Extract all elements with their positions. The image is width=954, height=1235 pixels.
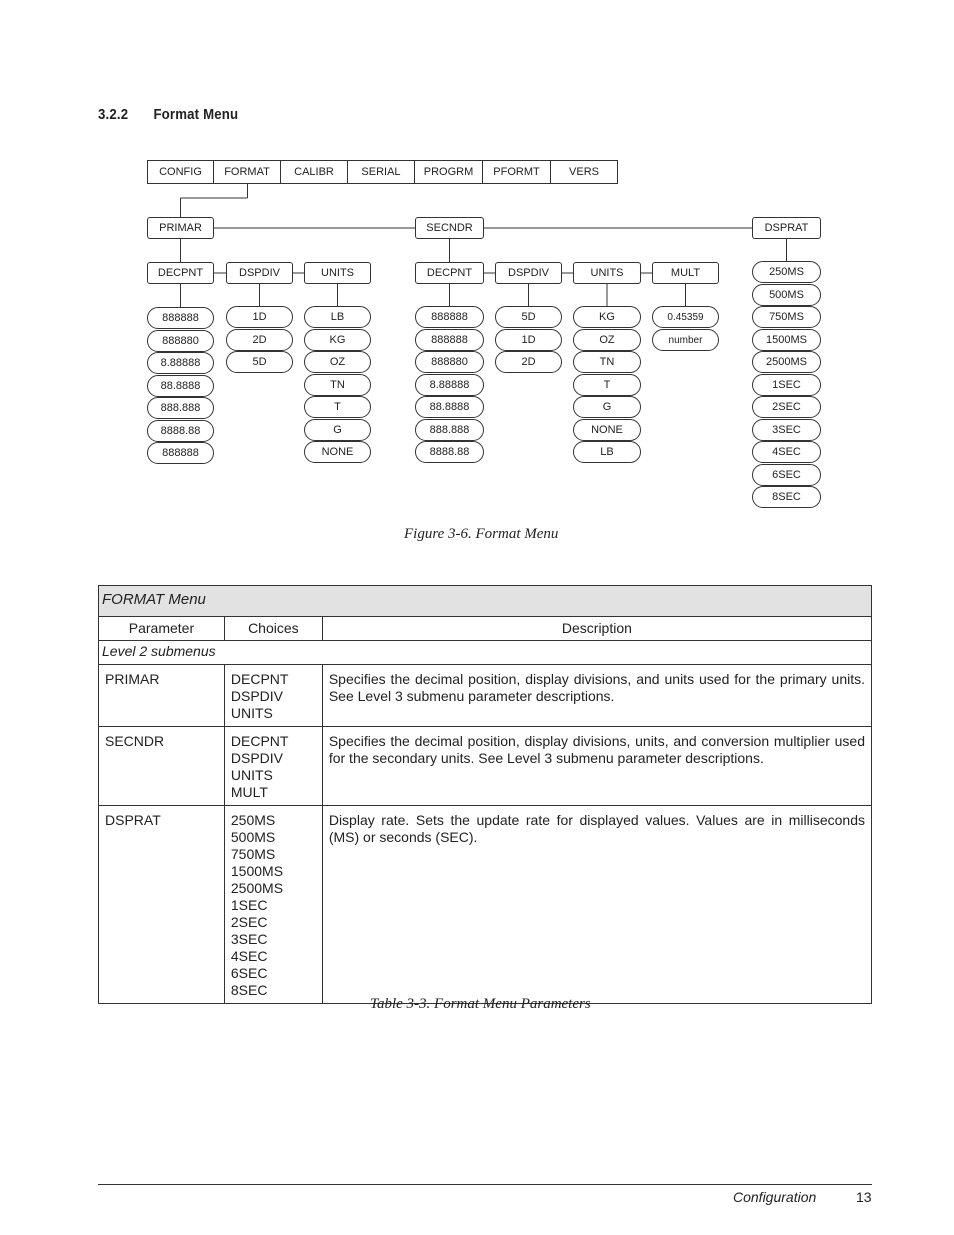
format-menu-diagram [0, 150, 954, 520]
node-secndr-mult-label: MULT [670, 267, 701, 279]
primar-decpnt-option-label: 888888 [162, 312, 199, 324]
primar-units-option-label: LB [330, 311, 345, 323]
secndr-units-option-label: LB [600, 446, 614, 458]
primar-dspdiv-option [226, 351, 293, 373]
choice-item: 2SEC [230, 914, 268, 930]
description-cell: Specifies the decimal position, display divisions, and units used for the primary units. See Level 3 submenu parameter descriptions. [322, 665, 871, 727]
dsprat-option-label: 1SEC [772, 379, 801, 391]
primar-dspdiv-option [226, 306, 293, 328]
primar-decpnt-option [147, 420, 214, 442]
secndr-decpnt-option [415, 419, 484, 441]
primar-dspdiv-option-label: 2D [252, 334, 267, 346]
node-primar-decpnt-label: DECPNT [157, 267, 204, 279]
secndr-decpnt-option [415, 374, 484, 396]
primar-decpnt-option [147, 352, 214, 374]
node-dsprat-label: DSPRAT [764, 222, 809, 234]
node-primar [147, 217, 214, 239]
dsprat-option [752, 441, 821, 463]
node-secndr-decpnt [415, 262, 484, 284]
secndr-units-option-label: KG [599, 311, 615, 323]
primar-units-option [304, 351, 371, 373]
dsprat-option [752, 261, 821, 283]
secndr-dspdiv-option-label: 2D [521, 356, 536, 368]
parameter-cell: PRIMAR [99, 665, 225, 727]
section-number: 3.2.2 [98, 106, 129, 123]
column-header-description: Description [322, 617, 871, 641]
page-number: 13 [856, 1189, 872, 1205]
table-row [99, 806, 872, 1004]
menu-tab-config-label: CONFIG [159, 166, 202, 178]
secndr-decpnt-option [415, 306, 484, 328]
secndr-dspdiv-option-label: 1D [521, 334, 536, 346]
secndr-decpnt-option-label: 888888 [431, 311, 468, 323]
table-row [99, 727, 872, 806]
primar-decpnt-option-label: 88.8888 [160, 380, 201, 392]
menu-tab-pformt-label: PFORMT [493, 166, 540, 178]
primar-units-option [304, 396, 371, 418]
choice-item: 8SEC [230, 982, 268, 998]
choice-item: DECPNT [230, 733, 289, 749]
section-heading [98, 106, 238, 123]
dsprat-option [752, 486, 821, 508]
menu-tab-pformt [482, 160, 551, 184]
secndr-decpnt-option-label: 888.888 [429, 424, 470, 436]
primar-decpnt-option-label: 888.888 [160, 402, 201, 414]
secndr-units-option-label: NONE [591, 424, 623, 436]
secndr-decpnt-option-label: 888880 [431, 356, 468, 368]
choice-item: DSPDIV [230, 688, 284, 704]
menu-tab-calibr-label: CALIBR [294, 166, 334, 178]
dsprat-option [752, 329, 821, 351]
node-secndr-dspdiv-label: DSPDIV [508, 267, 549, 279]
dsprat-option [752, 374, 821, 396]
menu-tab-config [147, 160, 214, 184]
secndr-units-option [573, 441, 641, 463]
menu-tab-vers [550, 160, 618, 184]
menu-tab-progrm-label: PROGRM [423, 166, 474, 178]
dsprat-option [752, 419, 821, 441]
choice-item: UNITS [230, 705, 273, 721]
primar-decpnt-option [147, 375, 214, 397]
dsprat-option [752, 306, 821, 328]
menu-tab-format-label: FORMAT [224, 166, 270, 178]
secndr-units-option-label: T [603, 379, 611, 391]
dsprat-option [752, 351, 821, 373]
node-secndr-dspdiv [495, 262, 562, 284]
column-header-choices: Choices [224, 617, 322, 641]
node-primar-label: PRIMAR [159, 222, 202, 234]
node-secndr [415, 217, 484, 239]
secndr-decpnt-option-label: 88.8888 [429, 401, 470, 413]
dsprat-option-label: 8SEC [772, 491, 801, 503]
choice-item: 3SEC [230, 931, 268, 947]
choice-item: DECPNT [230, 671, 289, 687]
dsprat-option-label: 2SEC [772, 401, 801, 413]
parameter-cell: SECNDR [99, 727, 225, 806]
dsprat-option-label: 6SEC [772, 469, 801, 481]
primar-units-option [304, 306, 371, 328]
dsprat-option-label: 250MS [769, 266, 804, 278]
table-caption: Table 3-3. Format Menu Parameters [370, 996, 591, 1012]
primar-units-option [304, 329, 371, 351]
parameter-cell: DSPRAT [99, 806, 225, 1004]
secndr-units-option-label: OZ [599, 334, 615, 346]
secndr-mult-option [652, 329, 719, 351]
node-secndr-decpnt-label: DECPNT [426, 267, 473, 279]
menu-tab-serial-label: SERIAL [361, 166, 401, 178]
table-row [99, 665, 872, 727]
format-menu-parameters-table [98, 585, 872, 1004]
choice-item: 6SEC [230, 965, 268, 981]
node-secndr-units-label: UNITS [590, 267, 624, 279]
choices-cell [224, 806, 322, 1004]
primar-dspdiv-option [226, 329, 293, 351]
primar-units-option [304, 374, 371, 396]
dsprat-option-label: 1500MS [766, 334, 807, 346]
primar-dspdiv-option-label: 5D [252, 356, 267, 368]
secndr-decpnt-option [415, 441, 484, 463]
primar-units-option [304, 419, 371, 441]
column-header-parameter: Parameter [99, 617, 225, 641]
secndr-dspdiv-option [495, 329, 562, 351]
primar-units-option-label: T [334, 401, 341, 413]
node-primar-decpnt [147, 262, 214, 284]
choice-item: 4SEC [230, 948, 268, 964]
secndr-dspdiv-option [495, 306, 562, 328]
secndr-units-option [573, 419, 641, 441]
choice-item: 2500MS [230, 880, 284, 896]
choices-cell [224, 727, 322, 806]
footer-divider [98, 1184, 872, 1185]
menu-tab-serial [347, 160, 415, 184]
menu-tab-calibr [280, 160, 348, 184]
choice-item: 250MS [230, 812, 276, 828]
primar-units-option-label: NONE [321, 446, 354, 458]
description-cell: Display rate. Sets the update rate for displayed values. Values are in milliseconds (MS) or seconds (SEC). [322, 806, 871, 1004]
description-cell: Specifies the decimal position, display divisions, units, and conversion multiplier used for the secondary units. See Level 3 submenu parameter descriptions. [322, 727, 871, 806]
dsprat-option-label: 2500MS [766, 356, 807, 368]
secndr-units-option [573, 396, 641, 418]
choices-cell [224, 665, 322, 727]
primar-units-option-label: KG [329, 334, 346, 346]
choice-item: 1SEC [230, 897, 268, 913]
secndr-decpnt-option [415, 396, 484, 418]
secndr-units-option-label: G [602, 401, 612, 413]
menu-tab-format [213, 160, 281, 184]
dsprat-option-label: 3SEC [772, 424, 801, 436]
node-primar-dspdiv [226, 262, 293, 284]
secndr-units-option [573, 351, 641, 373]
node-secndr-label: SECNDR [426, 222, 473, 234]
secndr-units-option [573, 329, 641, 351]
primar-units-option-label: G [333, 424, 342, 436]
primar-decpnt-option [147, 442, 214, 464]
secndr-dspdiv-option-label: 5D [521, 311, 536, 323]
choice-item: 500MS [230, 829, 276, 845]
dsprat-option [752, 396, 821, 418]
figure-caption: Figure 3-6. Format Menu [404, 526, 559, 542]
primar-decpnt-option [147, 307, 214, 329]
dsprat-option-label: 4SEC [772, 446, 801, 458]
primar-decpnt-option-label: 888880 [162, 335, 199, 347]
choice-item: UNITS [230, 767, 273, 783]
table-title: FORMAT Menu [99, 586, 872, 617]
node-dsprat [752, 217, 821, 239]
primar-dspdiv-option-label: 1D [252, 311, 267, 323]
menu-tab-vers-label: VERS [569, 166, 599, 178]
node-secndr-units [573, 262, 641, 284]
choice-item: 1500MS [230, 863, 284, 879]
choice-item: MULT [230, 784, 268, 800]
primar-units-option-label: OZ [329, 356, 346, 368]
secndr-decpnt-option [415, 351, 484, 373]
secndr-units-option [573, 306, 641, 328]
footer-section-name: Configuration [733, 1189, 817, 1205]
dsprat-option [752, 284, 821, 306]
secndr-mult-option-label: number [668, 334, 703, 346]
dsprat-option-label: 500MS [769, 289, 804, 301]
node-primar-units-label: UNITS [321, 267, 354, 279]
secndr-units-option-label: TN [599, 356, 615, 368]
dsprat-option [752, 464, 821, 486]
primar-decpnt-option-label: 8.88888 [160, 357, 201, 369]
secndr-mult-option-label: 0.45359 [667, 311, 704, 323]
secndr-units-option [573, 374, 641, 396]
primar-units-option-label: TN [330, 379, 345, 391]
node-primar-dspdiv-label: DSPDIV [239, 267, 280, 279]
secndr-mult-option [652, 306, 719, 328]
choice-item: DSPDIV [230, 750, 284, 766]
dsprat-option-label: 750MS [769, 311, 804, 323]
primar-decpnt-option-label: 8888.88 [160, 425, 201, 437]
node-primar-units [304, 262, 371, 284]
secndr-decpnt-option-label: 8.88888 [429, 379, 470, 391]
primar-decpnt-option [147, 397, 214, 419]
secndr-decpnt-option-label: 8888.88 [429, 446, 470, 458]
choice-item: 750MS [230, 846, 276, 862]
table-section-label: Level 2 submenus [99, 641, 872, 665]
secndr-dspdiv-option [495, 351, 562, 373]
menu-tab-progrm [414, 160, 483, 184]
primar-decpnt-option-label: 888888 [162, 447, 199, 459]
primar-decpnt-option [147, 330, 214, 352]
section-title: Format Menu [153, 106, 239, 123]
secndr-decpnt-option [415, 329, 484, 351]
secndr-decpnt-option-label: 888888 [431, 334, 468, 346]
primar-units-option [304, 441, 371, 463]
node-secndr-mult [652, 262, 719, 284]
